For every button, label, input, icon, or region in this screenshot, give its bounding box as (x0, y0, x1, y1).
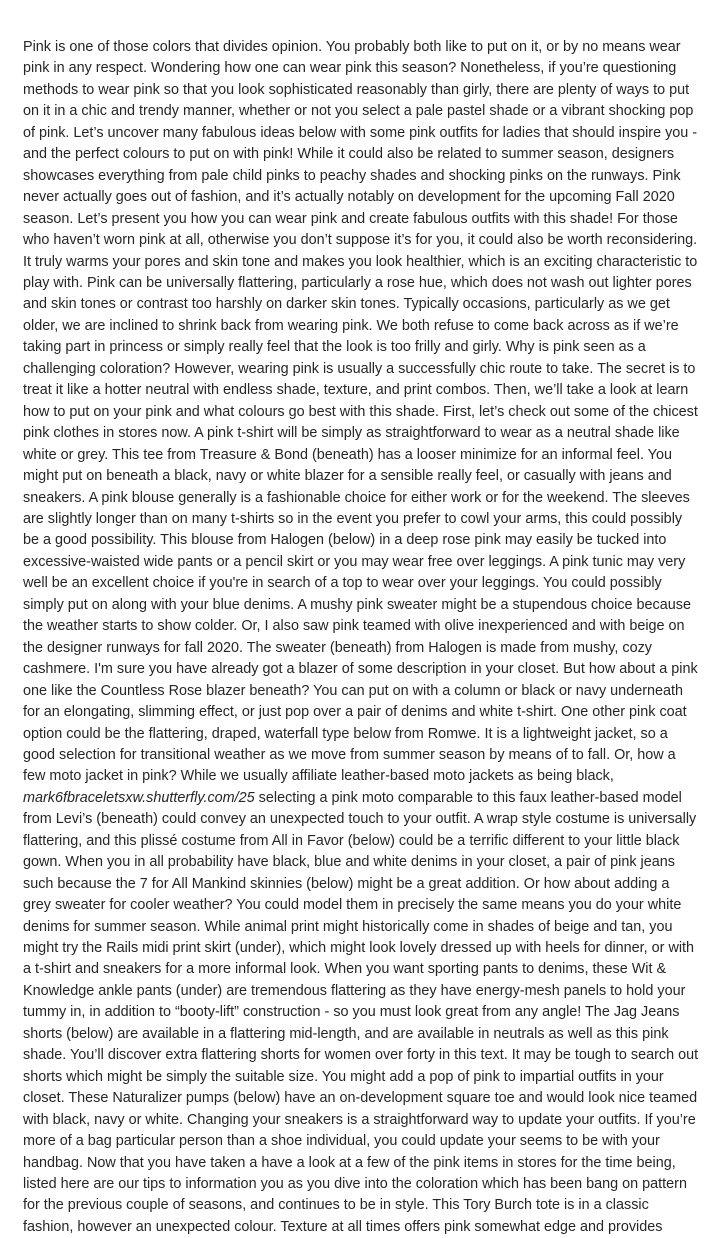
article-text-after-link: selecting a pink moto comparable to this faux leather-based model from Levi’s (beneath) could convey an unexpected touch to your outfit. A wrap style costume is universally flattering, and this plissé costume from All in Favor (below) could be a terrific different to your little black gown. When you in all probability have black, blue and white denims in your closet, a pair of pink jeans such because the 7 for All Mankind skinnies (below) might be a great addition. Or how about adding a grey sweater for cooler weather? You could model them in precisely the same means you do your white denims for summer season. While animal print might historically come in shades of beige and tan, you might try the Rails midi print skirt (under), which might look lovely dressed up with heels for dinner, or with a t-shirt and sneakers for a more informal look. When you want sporting pants to denims, these Wit & Knowledge ankle pants (under) are tremendous flattering as they have energy-mesh panels to hold your tummy in, in addition to “booty-lift” construction - so you must look great from any angle! The Jag Jeans shorts (below) are available in a flattering mid-length, and are available in neutrals as well as this pink shade. You’ll discover extra flattering shorts for women over forty in this text. It may be tough to search out shorts which might be simply the suitable size. You might add a pop of pink to impartial outfits in your closet. These Naturalizer pumps (below) have an on-development square toe and would look nice teamed with black, navy or white. Changing your sneakers is a straightforward way to update your outfits. If you’re more of a bag particular person than a shoe individual, you could update your seems to be with your handbag. Now that you have taken a have a look at a few of the pink items in stores for the time being, listed here are our tips to information you as you dive into the coloration which has been bang on pattern for the previous couple of seasons, and continues to be in style. This Tory Burch tote is in a classic fashion, however an unexpected colour. Texture at all times offers pink somewhat edge and provides (23, 789, 699, 1235)
article-text-before-link: Pink is one of those colors that divides opinion. You probably both like to put on it, or by no means wear pink in any respect. Wondering how one can wear pink this season? Nonetheless, if you’re questioning methods to wear pink so that you look sophisticated reasonably than girly, there are plenty of ways to put on it in a chic and trendy manner, whether or not you select a pale pastel shade or a vibrant shocking pop of pink. Let’s uncover many fabulous ideas below with some pink outfits for ladies that should inspire you - and the perfect colours to put on with pink! While it could also be related to summer season, designers showcases everything from pale child pinks to peachy shades and shocking pinks on the runways. Pink never actually goes out of fashion, and it’s actually notably on development for the upcoming Fall 2020 season. Let’s present you how you can wear pink and create fabulous outfits with this shade! For those who haven’t worn pink at all, otherwise you don’t suppose it’s for you, it could also be worth reconsidering. It truly warms your pores and skin tone and makes you look healthier, which is an exciting characteristic to play with. Pink can be universally flattering, particularly a rose hue, which does not wash out lighter pores and skin tones or contrast too harshly on darker skin tones. Typically occasions, particularly as we get older, we are inclined to shrink back from wearing pink. We both refuse to come back across as if we’re taking part in princess or simply really feel that the look is too frilly and girly. Why is pink seen as a challenging coloration? However, wearing pink is usually a successfully chic route to take. The secret is to treat it like a hotter neutral with endless shade, texture, and print combos. Then, we’ll take a look at learn how to put on your pink and what colours go best with this shade. First, let’s check out some of the chicest pink clothes in stores now. A pink t-shirt will be simply as straightforward to wear as a neutral shade like white or grey. This tee from Treasure & Bond (beneath) has a looser minimize for an informal feel. You might put on beneath a black, navy or white blazer for a sensible really feel, or casually with jeans and sneakers. A pink blouse generally is a fashionable choice for either work or for the weekend. The sleeves are slightly longer than on many t-shirts so in the event you prefer to cowl your arms, this could possibly be a good possibility. This blouse from Halogen (below) in a deep rose pink may easily be tucked into excessive-waisted wide pants or a pencil skirt or you may wear free over leggings. A pink tunic may very well be an excellent choice if you're in search of a top to wear over your leggings. You could possibly simply put on along with your blue denims. A mushy pink sweater might be a stupendous choice because the weather starts to show colder. Or, I also saw pink teamed with olive inexperienced and with beige on the designer runways for fall 2020. The sweater (beneath) from Halogen is made from mushy, cozy cashmere. I'm sure you have already got a blazer of some description in your closet. But how about a pink one like the Countless Rose blazer beneath? You can put on with a column or black or navy underneath for an elongating, slimming effect, or just pop over a pair of denims and white t-shirt. One other pink coat option could be the flattering, draped, waterfall type below from Romwe. It is a lightweight jacket, so a good selection for transitional weather as we move from summer season by means of to fall. Or, how a few moto jacket in pink? While we usually affiliate leather-based moto jackets as being black, (23, 39, 698, 785)
article-body (23, 37, 701, 1238)
inline-link[interactable]: mark6fbraceletsxw.shutterfly.com/25 (23, 789, 255, 806)
